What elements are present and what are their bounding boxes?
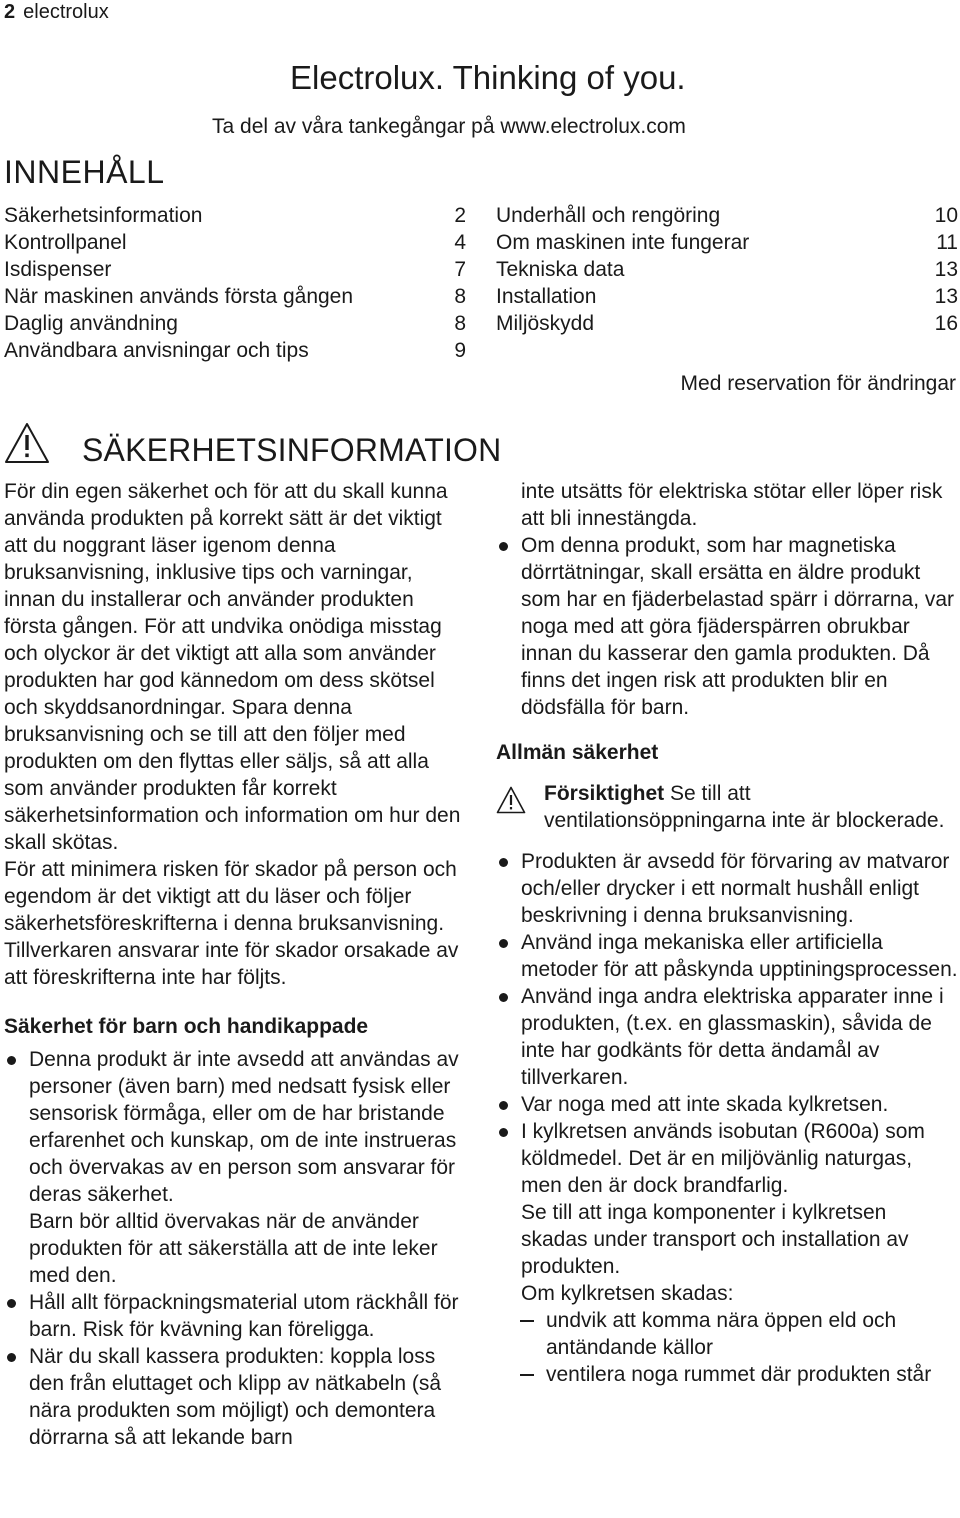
toc-entry-page: 9: [454, 339, 466, 362]
list-item-text: Produkten är avsedd för förvaring av matvaror och/eller drycker i ett normalt hushåll enligt beskrivning i denna bruksanvisning.: [521, 850, 950, 927]
page-number: 2: [4, 1, 16, 23]
list-item-text: Denna produkt är inte avsedd att användas av personer (även barn) med nedsatt fysisk eller sensorisk förmåga, eller om de har bristande erfarenhet och kunskap, om de inte instrueras och övervakas av en person som ansvarar för deras säkerhet.: [29, 1048, 459, 1206]
reservation-note: Med reservation för ändringar: [680, 372, 956, 395]
list-item-text: I kylkretsen används isobutan (R600a) som köldmedel. Det är en miljövänlig naturgas, men den är dock brandfarlig.: [521, 1120, 925, 1197]
dash-item: undvik att komma nära öppen eld och antändande källor: [496, 1307, 958, 1361]
left-column: [4, 478, 466, 1451]
list-item-text: Håll allt förpackningsmaterial utom räckhåll för barn. Risk för kvävning kan föreligga.: [29, 1291, 459, 1341]
toc-entry[interactable]: [496, 256, 958, 283]
list-item: [496, 1091, 958, 1118]
toc-entry-label: Tekniska data: [496, 258, 625, 281]
toc-entry-label: Användbara anvisningar och tips: [4, 339, 309, 362]
list-item: [496, 983, 958, 1091]
toc-entry-label: Installation: [496, 285, 597, 308]
toc-entry-page: 2: [454, 204, 466, 227]
list-item-text: När du skall kassera produkten: koppla loss den från eluttaget och klipp av nätkabeln (så nära produkten som möjligt) och demontera dörrarna så att lekande barn: [29, 1345, 442, 1449]
toc-entry[interactable]: [496, 229, 958, 256]
toc-entry-label: Isdispenser: [4, 258, 112, 281]
toc-title: INNEHÅLL: [4, 154, 165, 190]
list-item: [4, 1046, 466, 1208]
toc-entry[interactable]: [4, 256, 466, 283]
caution-text: Se till att ventilationsöppningarna inte är blockerade.: [544, 782, 945, 832]
list-item-continuation: Se till att inga komponenter i kylkretsen skadas under transport och installation av produkten.: [521, 1201, 909, 1278]
warning-triangle-icon: [4, 422, 50, 464]
list-item-text: Använd inga mekaniska eller artificiella metoder för att påskynda upptiningsprocessen.: [521, 931, 958, 981]
dash-item: ventilera noga rummet där produkten står: [496, 1361, 958, 1388]
list-item: [4, 1343, 466, 1451]
caution-note: [496, 780, 958, 834]
section-title: SÄKERHETSINFORMATION: [82, 432, 502, 468]
toc-entry[interactable]: [4, 310, 466, 337]
toc-entry-page: 13: [934, 285, 958, 308]
list-item: [496, 929, 958, 983]
list-item-text: Använd inga andra elektriska apparater inne i produkten, (t.ex. en glassmaskin), såvida de inte har godkänts för detta ändamål av tillverkaren.: [521, 985, 944, 1089]
list-item: [4, 1289, 466, 1343]
list-item-continuation: Om kylkretsen skadas:: [521, 1282, 734, 1305]
toc-right-column: [496, 202, 958, 337]
toc-entry[interactable]: [496, 310, 958, 337]
toc-entry-label: Säkerhetsinformation: [4, 204, 203, 227]
toc-entry[interactable]: [4, 337, 466, 364]
toc-entry-page: 16: [934, 312, 958, 335]
toc-entry-page: 11: [936, 231, 958, 254]
toc-entry[interactable]: [4, 202, 466, 229]
children-safety-heading: Säkerhet för barn och handikappade: [4, 1015, 369, 1038]
intro-paragraph: För din egen säkerhet och för att du skall kunna använda produkten på korrekt sätt är det viktigt att du noggrant läser igenom denna bruksanvisning, inklusive tips och varningar, innan du installerar och använder produkten första gången. För att undvika onödiga misstag och olyckor är det viktigt att alla som använder produkten har god kännedom om dess skötsel och skyddsanordningar. Spara denna bruksanvisning och se till att den följer med produkten om den flyttas eller säljs, så att alla som använder produkten får korrekt säkerhetsinformation och information om hur den skall skötas.: [4, 480, 461, 854]
toc-entry-label: Om maskinen inte fungerar: [496, 231, 750, 254]
toc-entry-page: 10: [934, 204, 958, 227]
list-item: [496, 848, 958, 929]
toc-entry-label: Underhåll och rengöring: [496, 204, 721, 227]
intro-paragraph: För att minimera risken för skador på person och egendom är det viktigt att du läser och följer säkerhetsföreskrifterna i denna bruksanvisning. Tillverkaren ansvarar inte för skador orsakade av att föreskrifterna inte har följts.: [4, 858, 459, 989]
caution-label: Försiktighet: [544, 782, 665, 805]
page-header: [4, 0, 109, 24]
tagline: Ta del av våra tankegångar på www.electrolux.com: [212, 115, 686, 138]
toc-entry-label: Miljöskydd: [496, 312, 595, 335]
right-column: [496, 478, 958, 1388]
toc-entry-page: 7: [454, 258, 466, 281]
slogan: Electrolux. Thinking of you.: [290, 59, 686, 96]
toc-entry-label: När maskinen används första gången: [4, 285, 354, 308]
list-item-continuation: inte utsätts för elektriska stötar eller löper risk att bli innestängda.: [521, 480, 943, 530]
toc-entry-label: Kontrollpanel: [4, 231, 127, 254]
toc-entry[interactable]: [4, 229, 466, 256]
general-safety-heading: Allmän säkerhet: [496, 741, 659, 764]
list-item-text: Om denna produkt, som har magnetiska dörrtätningar, skall ersätta en äldre produkt som har en fjäderbelastad spärr i dörrarna, var noga med att göra fjäderspärren obrukbar innan du kasserar den gamla produkten. Då finns det ingen risk att produkten blir en dödsfälla för barn.: [521, 534, 955, 719]
toc-entry-page: 8: [454, 285, 466, 308]
warning-triangle-icon: [496, 786, 526, 814]
toc-left-column: [4, 202, 466, 364]
list-item: [496, 532, 958, 721]
list-item-continuation: Barn bör alltid övervakas när de använder produkten för att säkerställa att de inte leker med den.: [29, 1210, 438, 1287]
toc-entry[interactable]: [496, 202, 958, 229]
toc-entry-page: 4: [454, 231, 466, 254]
toc-entry[interactable]: [496, 283, 958, 310]
list-item: [496, 1118, 958, 1199]
toc-entry[interactable]: [4, 283, 466, 310]
toc-entry-page: 13: [934, 258, 958, 281]
list-item-text: Var noga med att inte skada kylkretsen.: [521, 1093, 889, 1116]
brand-name: electrolux: [23, 1, 109, 23]
toc-entry-page: 8: [454, 312, 466, 335]
toc-entry-label: Daglig användning: [4, 312, 178, 335]
